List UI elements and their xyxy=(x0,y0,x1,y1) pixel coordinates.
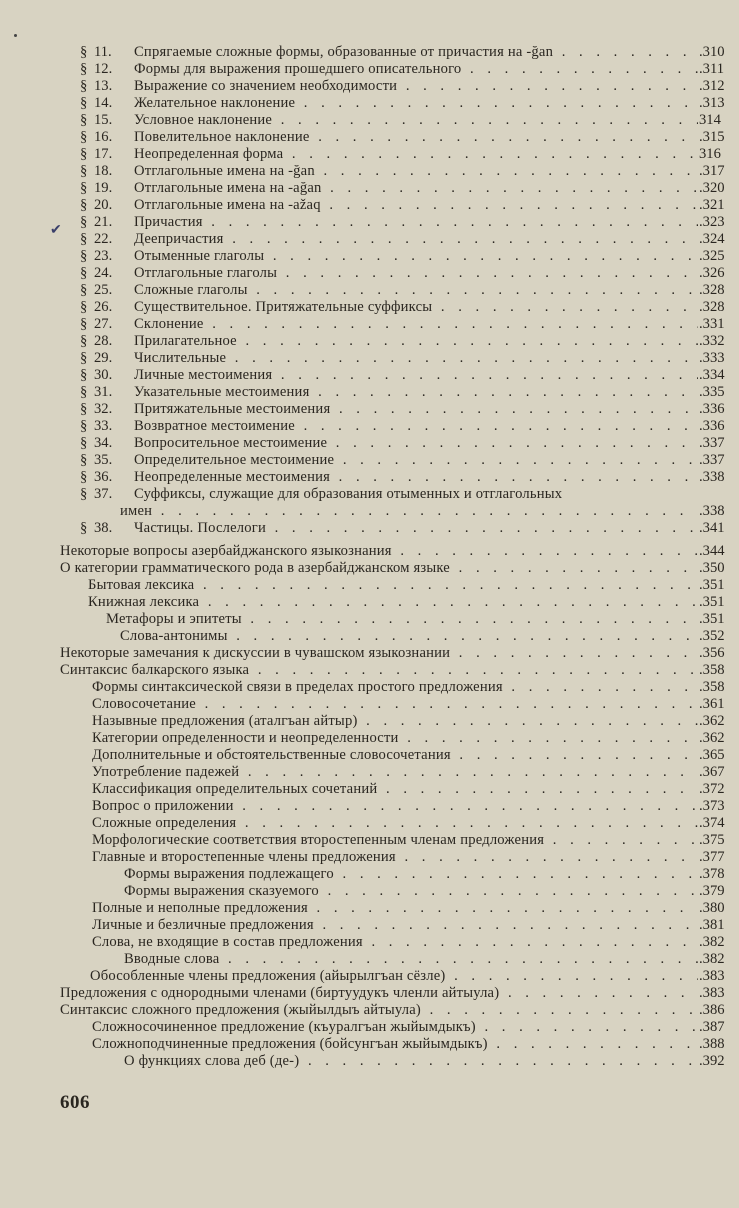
toc-entry xyxy=(0,112,739,129)
toc-entry xyxy=(0,645,739,662)
toc-entry xyxy=(0,917,739,934)
section-number: 20. xyxy=(94,197,113,213)
toc-entry xyxy=(0,951,739,968)
section-number: 18. xyxy=(94,163,113,179)
page-number: 606 xyxy=(60,1092,90,1113)
page-reference: .373 xyxy=(699,798,725,814)
section-number: 12. xyxy=(94,61,113,77)
ink-dot xyxy=(14,34,17,37)
section-sign: § xyxy=(80,299,88,315)
entry-title: Метафоры и эпитеты . . . xyxy=(106,611,698,628)
toc-entry xyxy=(0,679,739,696)
page-reference: .335 xyxy=(699,384,725,400)
toc-entry xyxy=(0,146,739,163)
entry-title: Слова, не входящие в состав предложения . . . xyxy=(92,934,698,951)
entry-title: Возвратное местоимение . . . xyxy=(134,418,698,435)
page-reference: .380 xyxy=(699,900,725,916)
toc-entry xyxy=(0,44,739,61)
toc-entry xyxy=(0,1002,739,1019)
entry-title: Отглагольные имена на -ğan . . . xyxy=(134,163,698,180)
entry-title: Вопрос о приложении . . . xyxy=(92,798,698,815)
page-reference: .379 xyxy=(699,883,725,899)
entry-title: Обособленные члены предложения (айырылгъан сёзле) . . . xyxy=(90,968,698,985)
section-number: 23. xyxy=(94,248,113,264)
entry-title: Указательные местоимения . . . xyxy=(134,384,698,401)
section-sign: § xyxy=(80,61,88,77)
entry-title: Формы выражения подлежащего . . . xyxy=(124,866,698,883)
page-reference: .321 xyxy=(699,197,725,213)
section-number: 34. xyxy=(94,435,113,451)
section-sign: § xyxy=(80,180,88,196)
entry-title: имен . . . xyxy=(120,503,698,520)
toc-entry xyxy=(0,968,739,985)
page-reference: .351 xyxy=(699,611,725,627)
entry-title: Формы синтаксической связи в пределах простого предложения . . . xyxy=(92,679,698,696)
section-sign: § xyxy=(80,350,88,366)
section-number: 22. xyxy=(94,231,113,247)
section-sign: § xyxy=(80,316,88,332)
toc-entry xyxy=(0,985,739,1002)
entry-title: Отглагольные имена на -ažaq . . . xyxy=(134,197,698,214)
toc-entry xyxy=(0,781,739,798)
page-reference: .326 xyxy=(699,265,725,281)
section-number: 26. xyxy=(94,299,113,315)
entry-title: Деепричастия . . . xyxy=(134,231,698,248)
entry-title: Определительное местоимение . . . xyxy=(134,452,698,469)
section-sign: § xyxy=(80,469,88,485)
entry-title: Вопросительное местоимение . . . xyxy=(134,435,698,452)
section-sign: § xyxy=(80,214,88,230)
entry-title: Суффиксы, служащие для образования отыменных и отглагольных xyxy=(134,486,563,502)
toc-entry xyxy=(0,61,739,78)
toc-entry xyxy=(0,248,739,265)
toc-entry xyxy=(0,401,739,418)
section-sign: § xyxy=(80,384,88,400)
entry-title: Сложные определения . . . xyxy=(92,815,698,832)
entry-title: О категории грамматического рода в азербайджанском языке . . . xyxy=(60,560,698,577)
section-number: 30. xyxy=(94,367,113,383)
toc-entry xyxy=(0,798,739,815)
entry-title: Главные и второстепенные члены предложения . . . xyxy=(92,849,698,866)
page-reference: .351 xyxy=(699,577,725,593)
toc-entry xyxy=(0,231,739,248)
toc-entry xyxy=(0,764,739,781)
page-reference: .350 xyxy=(699,560,725,576)
entry-title: Отглагольные глаголы . . . xyxy=(134,265,698,282)
section-sign: § xyxy=(80,282,88,298)
entry-title: Классификация определительных сочетаний . . . xyxy=(92,781,698,798)
toc-entry xyxy=(0,662,739,679)
page-reference: .382 xyxy=(699,934,725,950)
page-reference: .383 xyxy=(699,985,725,1001)
page-reference: .381 xyxy=(699,917,725,933)
page-reference: .362 xyxy=(699,730,725,746)
toc-entry xyxy=(0,1019,739,1036)
page-reference: .333 xyxy=(699,350,725,366)
page-reference: .358 xyxy=(699,662,725,678)
section-sign: § xyxy=(80,333,88,349)
page-reference: .317 xyxy=(699,163,725,179)
section-number: 11. xyxy=(94,44,112,60)
entry-title: Частицы. Послелоги . . . xyxy=(134,520,698,537)
toc-entry xyxy=(0,747,739,764)
toc-entry xyxy=(0,543,739,560)
section-sign: § xyxy=(80,231,88,247)
toc-entry xyxy=(0,611,739,628)
page-reference: .336 xyxy=(699,401,725,417)
page-reference: 316 xyxy=(699,146,721,162)
section-number: 33. xyxy=(94,418,113,434)
page-reference: .337 xyxy=(699,452,725,468)
toc-entry xyxy=(0,849,739,866)
entry-title: Некоторые замечания к дискуссии в чувашском языкознании . . . xyxy=(60,645,698,662)
entry-title: Формы выражения сказуемого . . . xyxy=(124,883,698,900)
page-reference: .386 xyxy=(699,1002,725,1018)
toc-entry xyxy=(0,316,739,333)
page-reference: .378 xyxy=(699,866,725,882)
toc-entry xyxy=(0,469,739,486)
page-reference: .315 xyxy=(699,129,725,145)
page-reference: .310 xyxy=(699,44,725,60)
toc-entry xyxy=(0,486,739,503)
entry-title: Сложноподчиненные предложения (бойсунгъан жыйымдыкъ) . . . xyxy=(92,1036,698,1053)
section-number: 28. xyxy=(94,333,113,349)
page-reference: .382 xyxy=(699,951,725,967)
entry-title: Желательное наклонение . . . xyxy=(134,95,698,112)
entry-title: О функциях слова деб (де-) . . . xyxy=(124,1053,698,1070)
section-sign: § xyxy=(80,265,88,281)
page-reference: .358 xyxy=(699,679,725,695)
section-sign: § xyxy=(80,129,88,145)
toc-entry xyxy=(0,815,739,832)
toc-entry xyxy=(0,883,739,900)
entry-title: Существительное. Притяжательные суффиксы . . . xyxy=(134,299,698,316)
toc-entry xyxy=(0,452,739,469)
section-number: 37. xyxy=(94,486,113,502)
toc-entry xyxy=(0,197,739,214)
toc-entry xyxy=(0,367,739,384)
section-sign: § xyxy=(80,401,88,417)
toc-entry xyxy=(0,866,739,883)
entry-title: Личные и безличные предложения . . . xyxy=(92,917,698,934)
entry-title: Условное наклонение . . . xyxy=(134,112,698,129)
section-sign: § xyxy=(80,146,88,162)
entry-title: Слова-антонимы . . . xyxy=(120,628,698,645)
page-reference: .341 xyxy=(699,520,725,536)
entry-title: Отглагольные имена на -ağan . . . xyxy=(134,180,698,197)
section-number: 16. xyxy=(94,129,113,145)
entry-title: Бытовая лексика . . . xyxy=(88,577,698,594)
entry-title: Полные и неполные предложения . . . xyxy=(92,900,698,917)
page-reference: 314 xyxy=(699,112,721,128)
toc-entry xyxy=(0,560,739,577)
page-reference: .323 xyxy=(699,214,725,230)
page-reference: .332 xyxy=(699,333,725,349)
toc-entry xyxy=(0,934,739,951)
page-reference: .338 xyxy=(699,503,725,519)
entry-title: Прилагательное . . . xyxy=(134,333,698,350)
entry-title: Числительные . . . xyxy=(134,350,698,367)
entry-title: Назывные предложения (аталгъан айтыр) . . . xyxy=(92,713,698,730)
entry-title: Повелительное наклонение . . . xyxy=(134,129,698,146)
entry-title: Некоторые вопросы азербайджанского языкознания . . . xyxy=(60,543,698,560)
section-number: 29. xyxy=(94,350,113,366)
entry-title: Вводные слова . . . xyxy=(124,951,698,968)
page-reference: .372 xyxy=(699,781,725,797)
entry-title: Синтаксис сложного предложения (жыйылдыъ айтыула) . . . xyxy=(60,1002,698,1019)
section-number: 31. xyxy=(94,384,113,400)
toc-entry xyxy=(0,577,739,594)
entry-title: Личные местоимения . . . xyxy=(134,367,698,384)
entry-title: Синтаксис балкарского языка . . . xyxy=(60,662,698,679)
section-number: 32. xyxy=(94,401,113,417)
entry-title: Притяжательные местоимения . . . xyxy=(134,401,698,418)
page-reference: .311 xyxy=(699,61,724,77)
pencil-checkmark-icon: ✔ xyxy=(50,223,62,238)
page-reference: .328 xyxy=(699,299,725,315)
entry-title: Категории определенности и неопределенности . . . xyxy=(92,730,698,747)
page-reference: .325 xyxy=(699,248,725,264)
toc-entry xyxy=(0,520,739,537)
section-sign: § xyxy=(80,163,88,179)
section-sign: § xyxy=(80,520,88,536)
toc-entry xyxy=(0,418,739,435)
page-reference: .374 xyxy=(699,815,725,831)
entry-title: Причастия . . . xyxy=(134,214,698,231)
section-sign: § xyxy=(80,112,88,128)
entry-title: Сложносочиненное предложение (къуралгъан жыйымдыкъ) . . . xyxy=(92,1019,698,1036)
toc-entry xyxy=(0,129,739,146)
toc-entry xyxy=(0,180,739,197)
toc-entry xyxy=(0,503,739,520)
page-reference: .344 xyxy=(699,543,725,559)
section-sign: § xyxy=(80,418,88,434)
toc-entry xyxy=(0,832,739,849)
section-sign: § xyxy=(80,486,88,502)
section-sign: § xyxy=(80,435,88,451)
page-reference: .324 xyxy=(699,231,725,247)
page-reference: .367 xyxy=(699,764,725,780)
page-reference: .337 xyxy=(699,435,725,451)
toc-entry xyxy=(0,696,739,713)
page-reference: .362 xyxy=(699,713,725,729)
toc-entry xyxy=(0,282,739,299)
page-reference: .331 xyxy=(699,316,725,332)
page-reference: .351 xyxy=(699,594,725,610)
section-number: 17. xyxy=(94,146,113,162)
section-number: 21. xyxy=(94,214,113,230)
section-number: 25. xyxy=(94,282,113,298)
section-sign: § xyxy=(80,44,88,60)
entry-title: Спрягаемые сложные формы, образованные от причастия на -ğan . . . xyxy=(134,44,698,61)
toc-entry xyxy=(0,95,739,112)
section-sign: § xyxy=(80,95,88,111)
page-reference: .320 xyxy=(699,180,725,196)
page-reference: .387 xyxy=(699,1019,725,1035)
entry-title: Сложные глаголы . . . xyxy=(134,282,698,299)
page-reference: .392 xyxy=(699,1053,725,1069)
toc-entry xyxy=(0,78,739,95)
section-sign: § xyxy=(80,197,88,213)
section-number: 14. xyxy=(94,95,113,111)
toc-entry xyxy=(0,350,739,367)
page-reference: .336 xyxy=(699,418,725,434)
toc-entry xyxy=(0,214,739,231)
section-sign: § xyxy=(80,78,88,94)
page-reference: .383 xyxy=(699,968,725,984)
entry-title: Дополнительные и обстоятельственные словосочетания . . . xyxy=(92,747,698,764)
entry-title: Неопределенные местоимения . . . xyxy=(134,469,698,486)
page-reference: .312 xyxy=(699,78,725,94)
page-reference: .361 xyxy=(699,696,725,712)
entry-title: Выражение со значением необходимости . . . xyxy=(134,78,698,95)
toc-entry xyxy=(0,265,739,282)
toc-entry xyxy=(0,333,739,350)
page-reference: .388 xyxy=(699,1036,725,1052)
entry-title: Словосочетание . . . xyxy=(92,696,698,713)
section-number: 36. xyxy=(94,469,113,485)
entry-title: Неопределенная форма . . . xyxy=(134,146,698,163)
section-sign: § xyxy=(80,248,88,264)
page-reference: .313 xyxy=(699,95,725,111)
entry-title: Формы для выражения прошедшего описательного . . . xyxy=(134,61,698,78)
page-reference: .328 xyxy=(699,282,725,298)
page-reference: .352 xyxy=(699,628,725,644)
section-sign: § xyxy=(80,452,88,468)
toc-entry xyxy=(0,1036,739,1053)
page-reference: .365 xyxy=(699,747,725,763)
section-sign: § xyxy=(80,367,88,383)
toc-entry xyxy=(0,900,739,917)
toc-entry xyxy=(0,299,739,316)
toc-entry xyxy=(0,384,739,401)
page-reference: .338 xyxy=(699,469,725,485)
toc-entry xyxy=(0,713,739,730)
page-reference: .334 xyxy=(699,367,725,383)
section-number: 19. xyxy=(94,180,113,196)
toc-entry xyxy=(0,163,739,180)
section-number: 15. xyxy=(94,112,113,128)
section-number: 38. xyxy=(94,520,113,536)
page-reference: .377 xyxy=(699,849,725,865)
entry-title: Предложения с однородными членами (биртуудукъ членли айтыула) . . . xyxy=(60,985,698,1002)
toc-entry xyxy=(0,730,739,747)
toc-entry xyxy=(0,1053,739,1070)
page-reference: .375 xyxy=(699,832,725,848)
toc-entry xyxy=(0,628,739,645)
section-number: 27. xyxy=(94,316,113,332)
toc-entry xyxy=(0,435,739,452)
section-number: 35. xyxy=(94,452,113,468)
toc-entry xyxy=(0,594,739,611)
entry-title: Книжная лексика . . . xyxy=(88,594,698,611)
section-number: 24. xyxy=(94,265,113,281)
section-number: 13. xyxy=(94,78,113,94)
entry-title: Отыменные глаголы . . . xyxy=(134,248,698,265)
entry-title: Морфологические соответствия второстепенным членам предложения . . . xyxy=(92,832,698,849)
entry-title: Употребление падежей . . . xyxy=(92,764,698,781)
page-reference: .356 xyxy=(699,645,725,661)
entry-title: Склонение . . . xyxy=(134,316,698,333)
